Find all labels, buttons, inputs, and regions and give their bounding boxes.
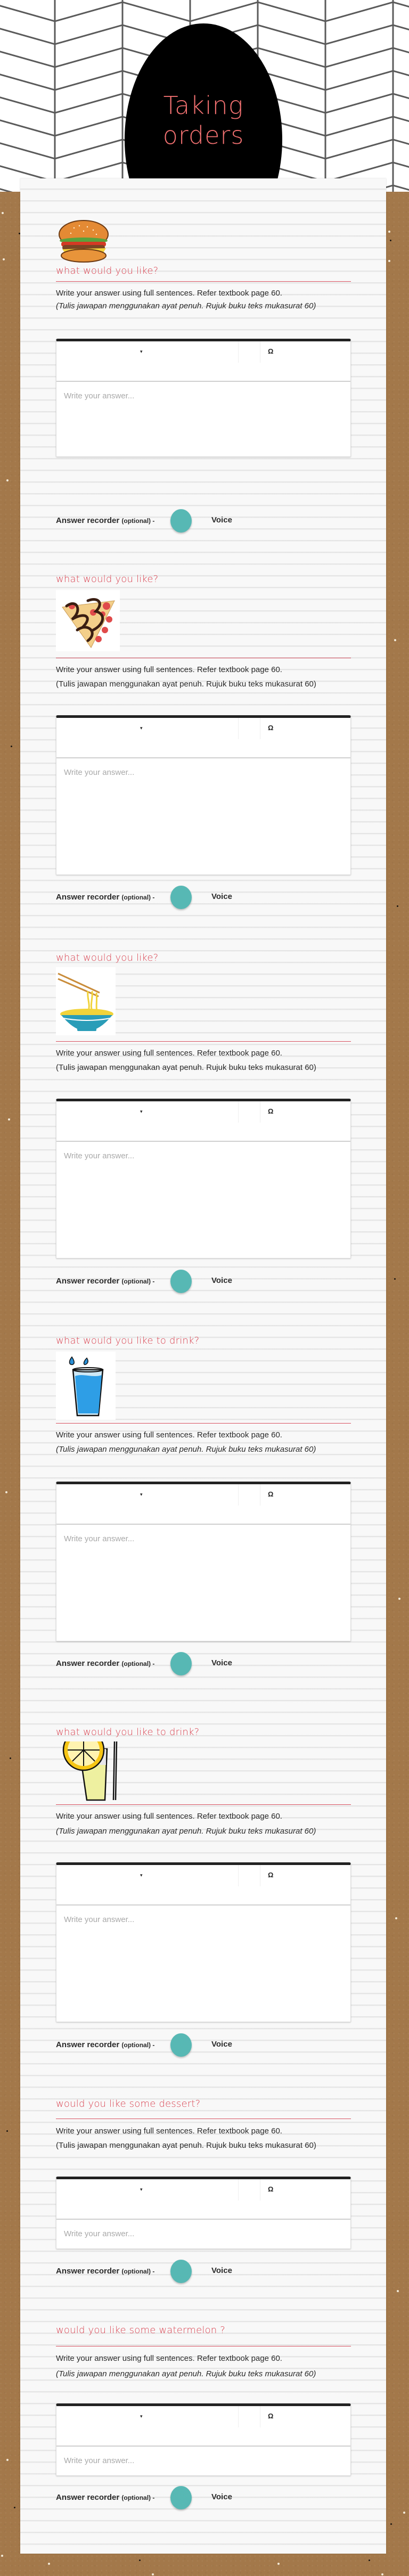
answer-input[interactable] <box>56 1906 350 2022</box>
voice-label: Voice <box>211 1276 232 1285</box>
voice-label: Voice <box>211 892 232 901</box>
recorder-label <box>56 893 154 902</box>
answer-input[interactable] <box>56 2220 350 2248</box>
answer-recorder <box>56 509 351 533</box>
pin-dot <box>390 240 391 241</box>
editor-toolbar <box>56 341 350 382</box>
recorder-label <box>56 2267 154 2276</box>
instruction-text-malay: (Tulis jawapan menggunakan ayat penuh. Rujuk buku teks mukasurat 60) <box>56 301 316 310</box>
question-title: what would you like to drink? <box>56 1727 200 1738</box>
format-dropdown[interactable] <box>56 1484 239 1506</box>
pin-dot <box>6 2459 9 2461</box>
rich-text-editor <box>56 715 351 875</box>
record-voice-button[interactable] <box>170 509 192 533</box>
answer-input[interactable] <box>56 1525 350 1641</box>
pin-dot <box>6 479 9 481</box>
toolbar-button[interactable] <box>239 1101 260 1123</box>
format-dropdown[interactable] <box>56 2179 239 2201</box>
instruction-text: Write your answer using full sentences. Refer textbook page 60. <box>56 2354 282 2363</box>
caret-down-icon: ▾ <box>140 2187 143 2192</box>
instruction-text: Write your answer using full sentences. Refer textbook page 60. <box>56 665 282 674</box>
record-voice-button[interactable] <box>170 2260 192 2283</box>
toolbar-button[interactable] <box>239 2179 260 2201</box>
instruction-text-malay: (Tulis jawapan menggunakan ayat penuh. Rujuk buku teks mukasurat 60) <box>56 1827 316 1836</box>
pin-dot <box>152 2573 154 2575</box>
question-title: what would you like? <box>56 574 159 585</box>
recorder-label-text: Answer recorder <box>56 893 120 902</box>
format-dropdown[interactable] <box>56 718 239 739</box>
recorder-optional-text: (optional) - <box>121 1660 155 1667</box>
record-voice-button[interactable] <box>170 2486 192 2509</box>
burger-image <box>58 218 109 264</box>
pin-dot <box>381 2573 383 2575</box>
pin-dot <box>1 2555 3 2557</box>
toolbar-button[interactable] <box>239 718 260 739</box>
recorder-label-text: Answer recorder <box>56 2267 120 2276</box>
caret-down-icon: ▾ <box>140 2414 143 2419</box>
omega-icon: Ω <box>268 1871 274 1879</box>
lemonade-image <box>56 1741 128 1801</box>
recorder-optional-text: (optional) - <box>121 2268 155 2275</box>
instruction-text-malay: (Tulis jawapan menggunakan ayat penuh. Rujuk buku teks mukasurat 60) <box>56 680 316 689</box>
voice-label: Voice <box>211 516 232 525</box>
format-dropdown[interactable] <box>56 341 239 363</box>
recorder-label <box>56 1277 154 1286</box>
instruction-text: Write your answer using full sentences. Refer textbook page 60. <box>56 2127 282 2136</box>
voice-label: Voice <box>211 2040 232 2049</box>
recorder-label <box>56 1659 154 1668</box>
recorder-optional-text: (optional) - <box>121 2041 155 2049</box>
answer-recorder <box>56 2033 351 2057</box>
voice-label: Voice <box>211 1658 232 1667</box>
answer-recorder <box>56 1270 351 1293</box>
pin-dot <box>8 1118 10 1121</box>
question-title: would you like some watermelon ? <box>56 2325 226 2336</box>
instruction-text: Write your answer using full sentences. Refer textbook page 60. <box>56 1812 282 1821</box>
editor-toolbar <box>56 2179 350 2220</box>
recorder-label-text: Answer recorder <box>56 516 120 525</box>
caret-down-icon: ▾ <box>140 725 143 731</box>
rich-text-editor <box>56 1099 351 1258</box>
format-dropdown[interactable] <box>56 2406 239 2427</box>
pin-dot <box>11 746 12 747</box>
format-dropdown[interactable] <box>56 1101 239 1123</box>
pin-dot <box>388 260 390 262</box>
record-voice-button[interactable] <box>170 1652 192 1675</box>
pin-dot <box>5 1491 7 1493</box>
answer-recorder <box>56 2260 351 2283</box>
special-character-button[interactable] <box>260 1484 292 1506</box>
rich-text-editor <box>56 1482 351 1641</box>
omega-icon: Ω <box>268 347 274 355</box>
pin-dot <box>3 258 5 260</box>
recorder-label-text: Answer recorder <box>56 1659 120 1668</box>
pin-dot <box>397 2290 399 2292</box>
editor-toolbar <box>56 1484 350 1525</box>
toolbar-button[interactable] <box>239 1865 260 1886</box>
pin-dot <box>397 905 398 907</box>
recorder-label <box>56 516 154 525</box>
editor-toolbar <box>56 1865 350 1906</box>
answer-input[interactable] <box>56 1142 350 1258</box>
special-character-button[interactable] <box>260 718 292 739</box>
recorder-label-text: Answer recorder <box>56 1277 120 1286</box>
pin-dot <box>10 1757 11 1759</box>
pin-dot <box>398 1598 400 1600</box>
omega-icon: Ω <box>268 724 274 732</box>
answer-input[interactable] <box>56 382 350 456</box>
caret-down-icon: ▾ <box>140 1492 143 1497</box>
special-character-button[interactable] <box>260 1101 292 1123</box>
omega-icon: Ω <box>268 1490 274 1498</box>
pin-dot <box>395 1917 397 1919</box>
pin-dot <box>14 2507 15 2508</box>
pin-dot <box>369 2559 370 2561</box>
title-divider <box>56 281 351 282</box>
title-divider <box>56 1804 351 1805</box>
omega-icon: Ω <box>268 2185 274 2193</box>
special-character-button[interactable] <box>260 341 292 363</box>
editor-toolbar <box>56 718 350 758</box>
instruction-text-malay: (Tulis jawapan menggunakan ayat penuh. Rujuk buku teks mukasurat 60) <box>56 2141 316 2150</box>
instruction-text: Write your answer using full sentences. Refer textbook page 60. <box>56 1049 282 1058</box>
pin-dot <box>277 2563 280 2565</box>
toolbar-button[interactable] <box>239 341 260 363</box>
voice-label: Voice <box>211 2492 232 2501</box>
recorder-optional-text: (optional) - <box>121 517 155 525</box>
pin-dot <box>388 231 390 233</box>
instruction-text-malay: (Tulis jawapan menggunakan ayat penuh. Rujuk buku teks mukasurat 60) <box>56 2369 316 2378</box>
recorder-label-text: Answer recorder <box>56 2493 120 2502</box>
question-title: what would you like? <box>56 265 159 276</box>
pin-dot <box>2 212 4 214</box>
page-title <box>125 91 282 150</box>
record-voice-button[interactable] <box>170 886 192 909</box>
caret-down-icon: ▾ <box>140 1109 143 1114</box>
omega-icon: Ω <box>268 1107 274 1115</box>
record-voice-button[interactable] <box>170 2033 192 2057</box>
pin-dot <box>390 2523 392 2525</box>
omega-icon: Ω <box>268 2412 274 2420</box>
special-character-button[interactable] <box>260 2406 292 2427</box>
answer-recorder <box>56 886 351 909</box>
recorder-optional-text: (optional) - <box>121 1278 155 1285</box>
format-dropdown[interactable] <box>56 1865 239 1886</box>
special-character-button[interactable] <box>260 2179 292 2201</box>
glass-of-water-image <box>56 1352 116 1420</box>
caret-down-icon: ▾ <box>140 349 143 354</box>
voice-label: Voice <box>211 2266 232 2275</box>
noodle-bowl-image <box>56 967 116 1035</box>
pin-dot <box>394 1278 396 1280</box>
recorder-optional-text: (optional) - <box>121 894 155 901</box>
answer-recorder <box>56 2486 351 2509</box>
answer-input[interactable] <box>56 2447 350 2475</box>
answer-recorder <box>56 1652 351 1675</box>
question-title: what would you like to drink? <box>56 1335 200 1346</box>
record-voice-button[interactable] <box>170 1270 192 1293</box>
recorder-label-text: Answer recorder <box>56 2040 120 2049</box>
rich-text-editor <box>56 339 351 457</box>
recorder-optional-text: (optional) - <box>121 2494 155 2501</box>
pin-dot <box>139 2559 141 2561</box>
instruction-text-malay: (Tulis jawapan menggunakan ayat penuh. Rujuk buku teks mukasurat 60) <box>56 1445 316 1454</box>
instruction-text: Write your answer using full sentences. Refer textbook page 60. <box>56 1430 282 1440</box>
title-divider <box>56 1041 351 1042</box>
toolbar-button[interactable] <box>239 1484 260 1506</box>
rich-text-editor <box>56 2177 351 2249</box>
answer-input[interactable] <box>56 758 350 874</box>
question-title: what would you like? <box>56 952 159 963</box>
pin-dot <box>394 639 396 641</box>
crepe-dessert-image <box>56 590 120 651</box>
question-title: would you like some dessert? <box>56 2098 201 2109</box>
pin-dot <box>48 2563 50 2565</box>
pin-dot <box>6 2130 8 2132</box>
pin-dot <box>403 2512 405 2514</box>
title-line-2: orders <box>162 121 244 150</box>
caret-down-icon: ▾ <box>140 1872 143 1878</box>
rich-text-editor <box>56 1862 351 2022</box>
recorder-label <box>56 2493 154 2502</box>
rich-text-editor <box>56 2403 351 2476</box>
title-divider <box>56 1423 351 1424</box>
toolbar-button[interactable] <box>239 2406 260 2427</box>
recorder-label <box>56 2040 154 2049</box>
instruction-text-malay: (Tulis jawapan menggunakan ayat penuh. Rujuk buku teks mukasurat 60) <box>56 1063 316 1072</box>
title-line-1: Taking <box>163 91 244 120</box>
instruction-text: Write your answer using full sentences. Refer textbook page 60. <box>56 289 282 298</box>
special-character-button[interactable] <box>260 1865 292 1886</box>
editor-toolbar <box>56 1101 350 1142</box>
editor-toolbar <box>56 2406 350 2447</box>
